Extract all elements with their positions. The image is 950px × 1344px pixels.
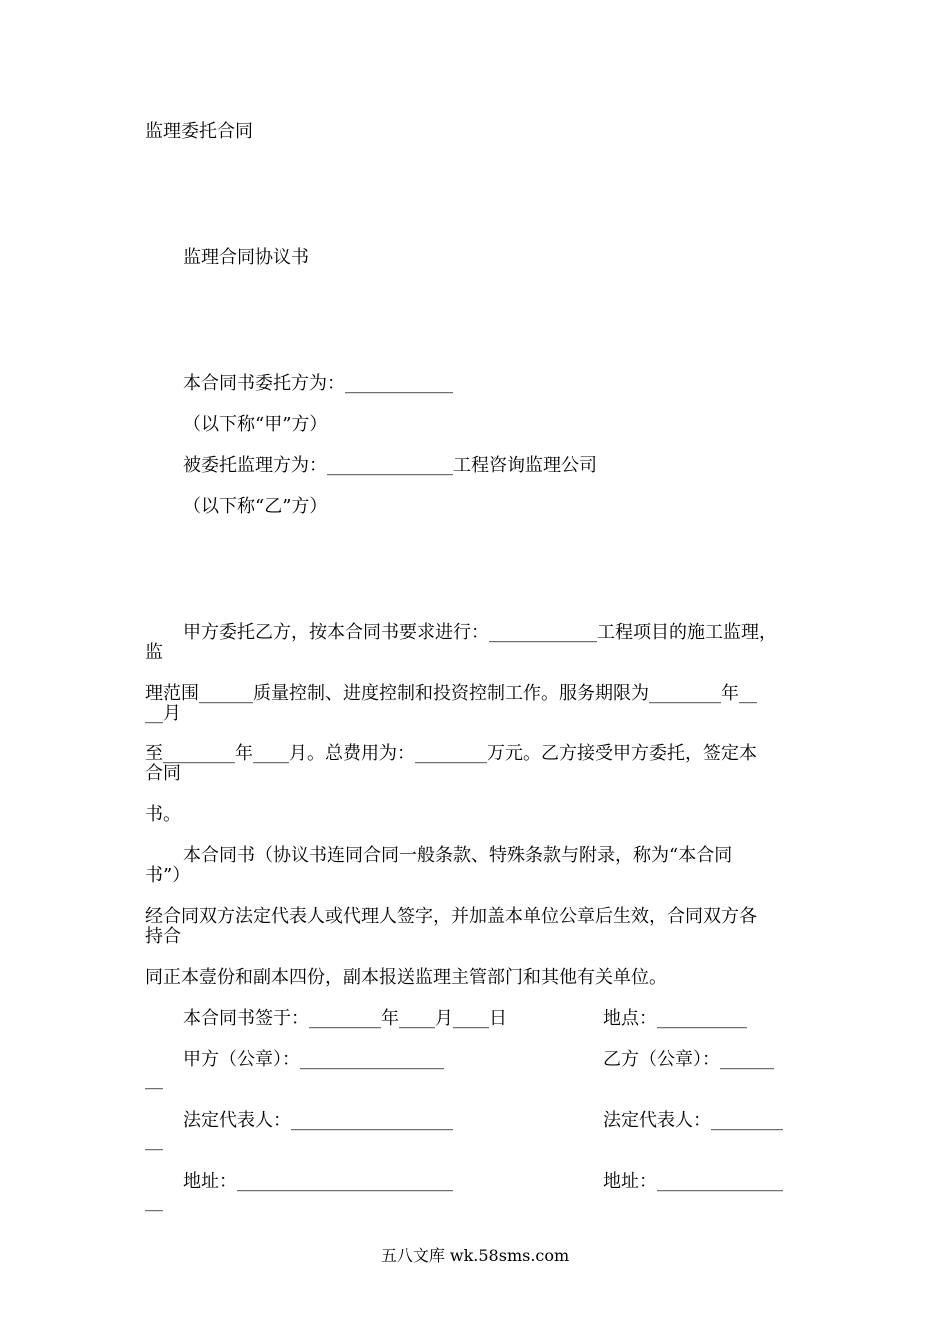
- party-a-note: （以下称“甲”方）: [183, 414, 328, 435]
- paragraph-1-line-4: __月: [145, 703, 181, 724]
- party-b-note: （以下称“乙”方）: [183, 496, 328, 517]
- seal-line-wrap: __: [145, 1069, 163, 1090]
- paragraph-1-line-7: 书。: [145, 804, 181, 825]
- paragraph-1-line-3: 理范围______质量控制、进度控制和投资控制工作。服务期限为________年__: [145, 683, 757, 704]
- party-a-line: 本合同书委托方为：____________: [183, 373, 453, 394]
- representative-line-wrap: __: [145, 1130, 163, 1151]
- paragraph-1-line-6: 合同: [145, 763, 181, 784]
- paragraph-1-line-1: 甲方委托乙方，按本合同书要求进行：____________工程项目的施工监理，: [183, 622, 777, 643]
- paragraph-2-line-2: 书”）: [145, 865, 191, 886]
- document-title: 监理委托合同: [145, 121, 253, 142]
- paragraph-2-line-3: 经合同双方法定代表人或代理人签字，并加盖本单位公章后生效，合同双方各: [145, 906, 757, 927]
- party-b-representative-line: 法定代表人：________: [603, 1110, 783, 1131]
- sign-date-line: 本合同书签于：________年____月____日: [183, 1008, 507, 1029]
- party-b-address-line: 地址：______________: [603, 1171, 783, 1192]
- party-a-seal-line: 甲方（公章）：________________: [183, 1049, 444, 1070]
- sign-place-line: 地点：__________: [603, 1008, 747, 1029]
- page-footer: 五八文库 wk.58sms.com: [380, 1246, 570, 1265]
- paragraph-2-line-1: 本合同书（协议书连同合同一般条款、特殊条款与附录，称为“本合同: [183, 845, 733, 866]
- party-a-address-line: 地址：________________________: [183, 1171, 453, 1192]
- paragraph-1-line-2: 监: [145, 642, 163, 663]
- party-b-seal-line: 乙方（公章）：______: [603, 1049, 774, 1070]
- paragraph-1-line-5: 至________年____月。总费用为：________万元。乙方接受甲方委托，签定本: [145, 743, 757, 764]
- paragraph-2-line-4: 持合: [145, 926, 181, 947]
- agreement-heading: 监理合同协议书: [183, 247, 309, 268]
- address-line-wrap: __: [145, 1191, 163, 1212]
- party-a-representative-line: 法定代表人：__________________: [183, 1110, 453, 1131]
- paragraph-2-line-5: 同正本壹份和副本四份，副本报送监理主管部门和其他有关单位。: [145, 967, 667, 988]
- party-b-line: 被委托监理方为：______________工程咨询监理公司: [183, 455, 597, 476]
